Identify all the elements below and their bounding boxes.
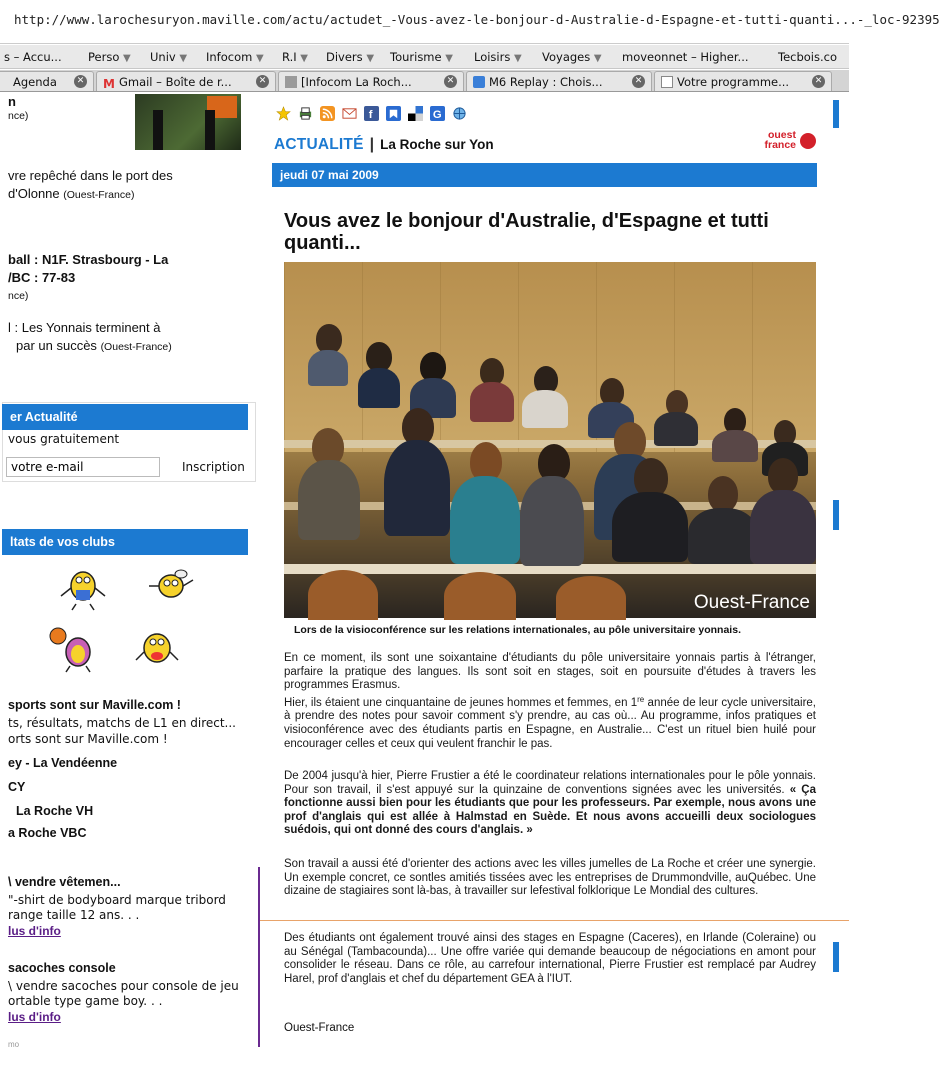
tab-label: Agenda bbox=[13, 75, 57, 89]
clubs-desc: ts, résultats, matchs de L1 en direct... bbox=[8, 716, 236, 730]
news-source: nce) bbox=[8, 290, 29, 302]
print-icon[interactable] bbox=[298, 106, 313, 121]
news-line[interactable]: d'Olonne (Ouest-France) bbox=[8, 186, 135, 201]
clubs-headline[interactable]: sports sont sur Maville.com ! bbox=[8, 698, 181, 712]
bookmark-folder-loisirs[interactable]: Loisirs ▼ bbox=[474, 50, 522, 64]
address-bar[interactable] bbox=[0, 0, 940, 44]
gmail-icon: M bbox=[103, 77, 115, 91]
ad-title[interactable]: sacoches console bbox=[8, 961, 116, 975]
tab-label: [Infocom La Roch... bbox=[301, 75, 412, 89]
bookmark-item[interactable]: s – Accu... bbox=[4, 50, 62, 64]
close-icon[interactable]: ✕ bbox=[632, 75, 645, 88]
photo-watermark: Ouest-France bbox=[693, 592, 810, 613]
tab-infocom[interactable] bbox=[278, 71, 464, 91]
svg-text:f: f bbox=[368, 109, 373, 122]
news-source: (Ouest-France) bbox=[100, 341, 172, 353]
chevron-down-icon: ▼ bbox=[300, 53, 308, 64]
tab-label: Gmail – Boîte de r... bbox=[118, 75, 232, 89]
ad-text: ortable type game boy. . . bbox=[8, 994, 163, 1008]
player-figure bbox=[153, 110, 163, 150]
club-link[interactable]: La Roche VH bbox=[16, 804, 94, 818]
chevron-down-icon: ▼ bbox=[179, 53, 188, 64]
newsletter-subscribe-button[interactable]: Inscription bbox=[182, 460, 245, 474]
bee-mascot-icon[interactable] bbox=[48, 628, 98, 672]
chevron-down-icon: ▼ bbox=[445, 53, 453, 64]
bookmark-folder-tourisme[interactable]: Tourisme ▼ bbox=[390, 50, 453, 64]
paragraph: Des étudiants ont également trouvé ainsi des stages en Espagne (Caceres), en Irlande (Coleraine) ou au Sénégal (Tambacounda)... Une offre variée qui demande beaucoup de négociations en amont pour consolider le réseau. Dans ce rôle, au carrefour international, Pierre Frustier est remplacé par Audrey Harel, prof d'anglais et chef du département GEA à l'IUT. bbox=[284, 932, 816, 985]
star-icon[interactable] bbox=[276, 106, 291, 121]
share-globe-icon[interactable] bbox=[452, 106, 467, 121]
news-line[interactable]: l : Les Yonnais terminent à bbox=[8, 320, 161, 335]
bookmarks-toolbar bbox=[0, 45, 849, 69]
club-link[interactable]: CY bbox=[8, 780, 26, 794]
tab-agenda[interactable] bbox=[0, 71, 94, 91]
bookmark-share-icon[interactable] bbox=[386, 106, 401, 121]
clubs-desc: orts sont sur Maville.com ! bbox=[8, 732, 168, 746]
bookmark-folder-ri[interactable]: R.I ▼ bbox=[282, 50, 308, 64]
scroll-marker[interactable] bbox=[833, 942, 839, 972]
ad-more-link[interactable]: lus d'info bbox=[8, 1010, 61, 1024]
news-line[interactable]: vre repêché dans le port des bbox=[8, 168, 173, 183]
news-source: (Ouest-France) bbox=[63, 189, 135, 201]
club-link[interactable]: a Roche VBC bbox=[8, 826, 87, 840]
clubs-title: ltats de vos clubs bbox=[2, 529, 248, 555]
article-photo[interactable] bbox=[284, 262, 816, 618]
site-favicon-icon bbox=[285, 76, 297, 88]
email-icon[interactable] bbox=[342, 106, 357, 121]
close-icon[interactable]: ✕ bbox=[256, 75, 269, 88]
signature: Ouest-France bbox=[284, 1022, 355, 1034]
chevron-down-icon: ▼ bbox=[514, 53, 522, 64]
bookmark-folder-perso[interactable]: Perso ▼ bbox=[88, 50, 131, 64]
bee-mascot-icon[interactable] bbox=[132, 626, 182, 670]
ad-more-link[interactable]: lus d'info bbox=[8, 924, 61, 938]
newsletter-email-input[interactable] bbox=[6, 457, 160, 477]
news-line[interactable]: /BC : 77-83 bbox=[8, 270, 76, 285]
paragraph: Son travail a aussi été d'orienter des actions avec les villes jumelles de La Roche et créer une synergie. Un exemple concret, ce sontles amitiés tissées avec les entreprises de Drummondville, auQuébec. Une dizaine de stagiaires sont là-bas, à travailler sur lefestival folklorique Le Mondial des cultures. bbox=[284, 858, 816, 898]
close-icon[interactable]: ✕ bbox=[444, 75, 457, 88]
footer-fragment: mo bbox=[8, 1040, 20, 1049]
news-line[interactable]: par un succès (Ouest-France) bbox=[16, 338, 172, 353]
scroll-marker[interactable] bbox=[833, 500, 839, 530]
newsletter-subtitle: vous gratuitement bbox=[8, 432, 120, 446]
tab-m6-replay[interactable] bbox=[466, 71, 652, 91]
ad-title[interactable]: \ vendre vêtemen... bbox=[8, 875, 121, 889]
tab-gmail[interactable] bbox=[96, 71, 276, 91]
tab-votre-programme[interactable] bbox=[654, 71, 832, 91]
photo-caption: Lors de la visioconférence sur les relations internationales, au pôle universitaire yonnais. bbox=[294, 624, 741, 636]
classifieds-box bbox=[0, 867, 260, 1047]
left-sidebar bbox=[0, 92, 262, 1074]
chevron-down-icon: ▼ bbox=[255, 53, 264, 64]
bookmark-item[interactable]: moveonnet – Higher... bbox=[622, 50, 749, 64]
bookmark-folder-univ[interactable]: Univ ▼ bbox=[150, 50, 188, 64]
ad-text: range taille 12 ans. . . bbox=[8, 908, 140, 922]
ad-text: \ vendre sacoches pour console de jeu bbox=[8, 979, 239, 993]
svg-text:G: G bbox=[432, 109, 442, 122]
sport-thumbnail[interactable] bbox=[135, 94, 241, 150]
bookmark-item[interactable]: Tecbois.co bbox=[778, 50, 838, 64]
logo-mark-icon bbox=[800, 133, 816, 149]
bee-mascot-icon[interactable] bbox=[58, 566, 108, 610]
paragraph: De 2004 jusqu'à hier, Pierre Frustier a été le coordinateur relations internationales pour le pôle yonnais. Pour son travail, il s'est appuyé sur la quinzaine de conventions signées avec les universités. « Ça fonctionne aussi bien pour les étudiants que pour les professeurs. Par exemple, nous avons une prof d'anglais qui est allée à Halmstad en Suède. Et nous avons accueilli deux sociologues suédois, qui ont donné des cours d'anglais. » bbox=[284, 770, 816, 837]
article-title: Vous avez le bonjour d'Australie, d'Espagne et tutti quanti... bbox=[284, 210, 769, 254]
news-line[interactable]: ball : N1F. Strasbourg - La bbox=[8, 252, 169, 267]
bee-mascot-icon[interactable] bbox=[145, 566, 195, 610]
article-column bbox=[272, 92, 832, 1074]
paragraph: En ce moment, ils sont une soixantaine d'étudiants du pôle universitaire yonnais partis à l'étranger, parfaire la pratique des langues. Ils sont soit en stages, soit en poursuite d'études à travers les programmes Erasmus. Hier, ils étaient une cinquantaine de jeunes hommes et femmes, en 1re année de leur cycle universitaire, à prendre des notes pour savoir comment s'y prendre, au cas où... Au programme, infos pratiques et visioconférence avec des étudiants partis en Espagne, en Australie... C'est un rituel bien huilé pour encourager celles et ceux qui veulent franchir le pas. bbox=[284, 652, 816, 750]
tab-label: M6 Replay : Chois... bbox=[489, 75, 603, 89]
google-icon[interactable] bbox=[430, 106, 445, 121]
page-fold-line bbox=[260, 920, 849, 921]
chevron-down-icon: ▼ bbox=[366, 53, 375, 64]
delicious-icon[interactable] bbox=[408, 106, 423, 121]
chevron-down-icon: ▼ bbox=[593, 53, 602, 64]
rubric-label[interactable]: ACTUALITÉ bbox=[274, 136, 364, 153]
bookmark-folder-divers[interactable]: Divers ▼ bbox=[326, 50, 375, 64]
section-header: ACTUALITÉ | La Roche sur Yon bbox=[274, 136, 494, 153]
player-figure bbox=[205, 110, 215, 150]
url-text[interactable]: http://www.larochesuryon.maville.com/actu/actudet_-Vous-avez-le-bonjour-d-Australie-d-Espagne-et-tutti-quanti...-_loc-92395 bbox=[14, 12, 940, 27]
tab-strip bbox=[0, 70, 849, 92]
quote: « Ça fonctionne aussi bien pour les étudiants que pour les professeurs. Par exemple, nous avons une prof d'anglais qui est allée à Halmstad en Suède. Et nous avons accueilli deux sociologues suédois, qui ont donné des cours d'anglais. » bbox=[284, 783, 816, 837]
tab-label: Votre programme... bbox=[677, 75, 790, 89]
ad-text: "-shirt de bodyboard marque tribord bbox=[8, 893, 226, 907]
chevron-down-icon: ▼ bbox=[123, 53, 131, 64]
date-bar: jeudi 07 mai 2009 bbox=[272, 163, 817, 187]
ouest-france-logo[interactable]: ouest france bbox=[756, 130, 816, 152]
scroll-marker[interactable] bbox=[833, 100, 839, 128]
cut-text: n bbox=[8, 94, 16, 109]
cut-text: nce) bbox=[8, 110, 29, 122]
m6-favicon-icon bbox=[473, 76, 485, 88]
facebook-icon[interactable] bbox=[364, 106, 379, 121]
close-icon[interactable]: ✕ bbox=[74, 75, 87, 88]
city-label[interactable]: La Roche sur Yon bbox=[380, 137, 494, 152]
rss-icon[interactable] bbox=[320, 106, 335, 121]
close-icon[interactable]: ✕ bbox=[812, 75, 825, 88]
club-link[interactable]: ey - La Vendéenne bbox=[8, 756, 118, 770]
bookmark-folder-voyages[interactable]: Voyages ▼ bbox=[542, 50, 602, 64]
page-icon bbox=[661, 76, 673, 88]
newsletter-title: er Actualité bbox=[2, 404, 248, 430]
bookmark-folder-infocom[interactable]: Infocom ▼ bbox=[206, 50, 264, 64]
